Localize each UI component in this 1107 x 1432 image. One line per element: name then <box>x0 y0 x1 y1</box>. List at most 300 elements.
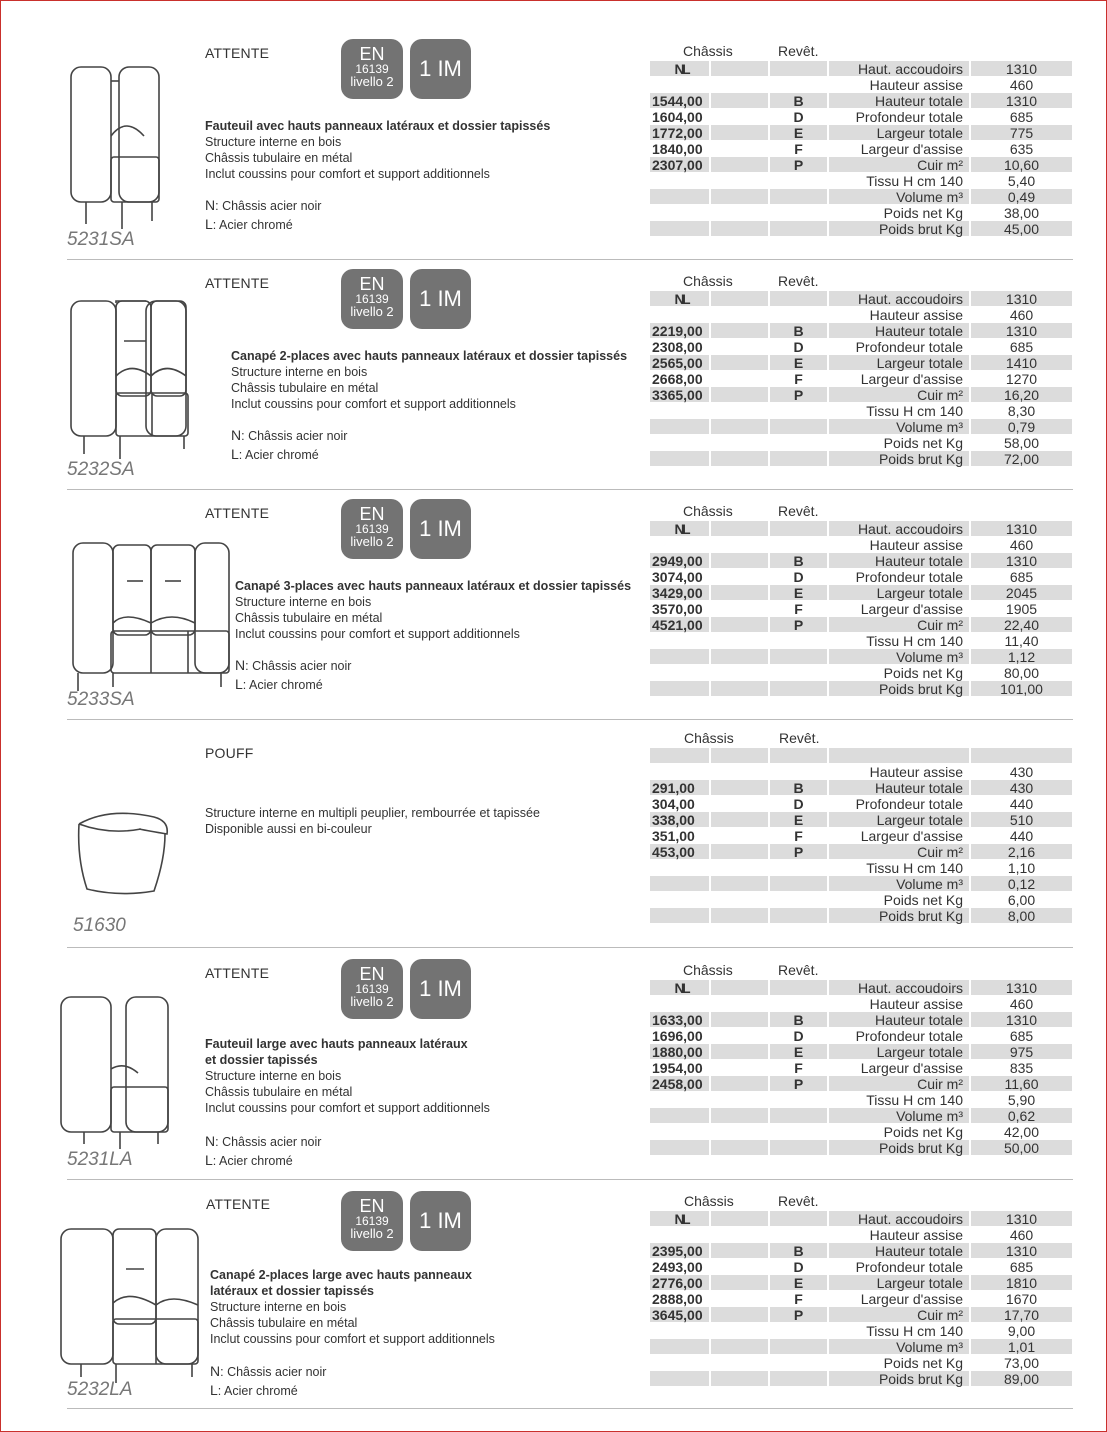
spec-label: Hauteur assise <box>869 996 963 1012</box>
table-row <box>650 697 1072 713</box>
table-cell <box>711 1012 768 1027</box>
1im-badge: 1 IM <box>410 959 471 1019</box>
spec-value: 2,16 <box>971 844 1072 859</box>
spec-value: 9,00 <box>1007 1323 1036 1339</box>
table-cell <box>770 1339 827 1354</box>
table-row <box>650 796 1072 812</box>
spec-label: Hauteur totale <box>829 323 969 338</box>
table-cell <box>770 681 827 696</box>
spec-value: 440 <box>1009 828 1034 844</box>
product-section <box>1 719 1107 949</box>
table-cell <box>650 924 709 939</box>
table-cell <box>770 764 827 779</box>
spec-value: 685 <box>1009 1028 1034 1044</box>
spec-label: Largeur totale <box>829 1044 969 1059</box>
table-cell <box>711 1108 768 1123</box>
spec-label: Hauteur totale <box>829 1243 969 1258</box>
table-row <box>650 844 1072 860</box>
spec-value: 1,01 <box>971 1339 1072 1354</box>
table-row <box>650 237 1072 253</box>
chassis-n-label: N <box>650 521 709 536</box>
en-16139-badge: EN 16139 livello 2 <box>341 269 403 329</box>
table-cell <box>711 569 768 584</box>
table-cell <box>770 748 827 763</box>
table-cell <box>770 307 827 322</box>
table-row <box>650 980 1072 996</box>
table-cell <box>770 924 827 939</box>
spec-label: Largeur d'assise <box>860 141 963 157</box>
table-cell <box>770 876 827 891</box>
spec-value: 11,40 <box>1004 633 1039 649</box>
table-cell <box>770 435 827 450</box>
revet-header: Revêt. <box>778 1193 819 1209</box>
table-row <box>650 77 1072 93</box>
table-row <box>650 467 1072 483</box>
spec-value: 1310 <box>971 521 1072 536</box>
table-row <box>650 1371 1072 1387</box>
table-cell <box>711 451 768 466</box>
spec-label: Largeur d'assise <box>860 828 963 844</box>
table-cell <box>711 221 768 236</box>
section-divider <box>67 489 1073 490</box>
table-cell <box>770 221 827 236</box>
table-row <box>650 387 1072 403</box>
spec-label: Largeur d'assise <box>860 1291 963 1307</box>
table-row <box>650 812 1072 828</box>
table-cell <box>711 892 768 907</box>
spec-label: Cuir m² <box>829 617 969 632</box>
revet-code: P <box>770 157 827 172</box>
table-cell <box>650 403 709 418</box>
table-cell <box>650 1387 709 1402</box>
spec-value: 22,40 <box>971 617 1072 632</box>
spec-table <box>650 61 1072 253</box>
table-row <box>650 173 1072 189</box>
table-cell <box>650 1339 709 1354</box>
spec-label: Cuir m² <box>829 157 969 172</box>
product-section <box>1 1183 1107 1411</box>
table-cell <box>770 1092 827 1107</box>
revet-header: Revêt. <box>778 43 819 59</box>
product-description: Fauteuil large avec hauts panneaux latéraux et dossier tapissés Structure interne en bois Châssis tubulaire en métal Inclut coussins pour comfort et support additionnels <box>205 1037 490 1115</box>
revet-code: E <box>770 125 827 140</box>
spec-value: 1310 <box>971 291 1072 306</box>
table-row <box>650 419 1072 435</box>
spec-label: Volume m³ <box>829 1339 969 1354</box>
table-cell <box>829 697 969 712</box>
price-value: 304,00 <box>652 796 695 812</box>
table-cell <box>770 860 827 875</box>
finish-legend: N: Châssis acier noir L: Acier chromé <box>231 427 348 462</box>
sofa-3-places-illustration <box>63 501 243 691</box>
product-family: ATTENTE <box>206 1196 271 1212</box>
price-value: 3570,00 <box>652 601 703 617</box>
table-cell <box>770 1124 827 1139</box>
table-cell <box>770 1371 827 1386</box>
finish-legend: N: Châssis acier noir L: Acier chromé <box>205 1133 322 1168</box>
table-cell <box>711 1387 768 1402</box>
table-row <box>650 996 1072 1012</box>
revet-code: P <box>770 1076 827 1091</box>
spec-label: Poids net Kg <box>883 665 963 681</box>
finish-legend: N: Châssis acier noir L: Acier chromé <box>235 657 352 692</box>
spec-label: Volume m³ <box>829 189 969 204</box>
chassis-header: Châssis <box>684 730 734 746</box>
en-16139-badge: EN 16139 livello 2 <box>341 959 403 1019</box>
table-cell <box>650 633 709 648</box>
table-cell <box>711 521 768 536</box>
table-cell <box>711 828 768 843</box>
table-cell <box>711 109 768 124</box>
spec-value: 8,00 <box>971 908 1072 923</box>
product-family: ATTENTE <box>205 505 270 521</box>
table-cell <box>770 205 827 220</box>
spec-label: Haut. accoudoirs <box>829 980 969 995</box>
table-cell <box>650 1227 709 1242</box>
spec-label: Poids brut Kg <box>829 681 969 696</box>
price-value: 2307,00 <box>652 157 703 173</box>
spec-value: 5,90 <box>1007 1092 1036 1108</box>
spec-value: 101,00 <box>971 681 1072 696</box>
table-cell <box>711 157 768 172</box>
table-cell <box>711 77 768 92</box>
spec-label: Hauteur totale <box>829 553 969 568</box>
price-value: 1880,00 <box>652 1044 703 1060</box>
revet-code: F <box>794 1060 803 1076</box>
table-cell <box>711 125 768 140</box>
table-row <box>650 1140 1072 1156</box>
revet-header: Revêt. <box>778 962 819 978</box>
spec-value: 89,00 <box>971 1371 1072 1386</box>
table-cell <box>711 1211 768 1226</box>
spec-table <box>650 521 1072 713</box>
table-cell <box>770 1156 827 1171</box>
table-row <box>650 681 1072 697</box>
table-row <box>650 537 1072 553</box>
table-row <box>650 1044 1072 1060</box>
table-cell <box>650 237 709 252</box>
spec-value: 6,00 <box>1007 892 1036 908</box>
table-row <box>650 1076 1072 1092</box>
table-cell <box>711 1227 768 1242</box>
table-cell <box>711 1371 768 1386</box>
table-cell <box>650 649 709 664</box>
table-cell <box>711 617 768 632</box>
chassis-header: Châssis <box>684 1193 734 1209</box>
spec-label: Hauteur assise <box>869 764 963 780</box>
spec-value: 1310 <box>971 1243 1072 1258</box>
table-row <box>650 617 1072 633</box>
price-value: 1633,00 <box>652 1012 703 1028</box>
chassis-l-label: L <box>682 291 691 307</box>
table-cell <box>711 419 768 434</box>
table-row <box>650 860 1072 876</box>
spec-table <box>650 980 1072 1172</box>
spec-value: 430 <box>1009 764 1034 780</box>
table-cell <box>711 780 768 795</box>
spec-value: 685 <box>1009 339 1034 355</box>
price-value: 1696,00 <box>652 1028 703 1044</box>
table-row <box>650 1307 1072 1323</box>
table-cell <box>711 681 768 696</box>
table-cell <box>711 844 768 859</box>
revet-code: F <box>794 371 803 387</box>
chassis-l-label: L <box>682 521 691 537</box>
table-cell <box>650 996 709 1011</box>
spec-label: Hauteur totale <box>829 1012 969 1027</box>
spec-label: Poids net Kg <box>883 435 963 451</box>
price-value: 2308,00 <box>652 339 703 355</box>
revet-code: P <box>770 1307 827 1322</box>
table-cell <box>770 467 827 482</box>
spec-value: 1310 <box>971 553 1072 568</box>
spec-label: Poids net Kg <box>883 1124 963 1140</box>
spec-value: 510 <box>971 812 1072 827</box>
table-row <box>650 403 1072 419</box>
revet-code: F <box>794 828 803 844</box>
table-cell <box>711 553 768 568</box>
spec-value: 1310 <box>971 1211 1072 1226</box>
table-cell <box>650 1156 709 1171</box>
table-row <box>650 221 1072 237</box>
spec-label: Haut. accoudoirs <box>829 61 969 76</box>
spec-label: Poids brut Kg <box>829 1371 969 1386</box>
table-row <box>650 323 1072 339</box>
price-value: 2776,00 <box>652 1275 703 1291</box>
table-row <box>650 1227 1072 1243</box>
table-cell <box>650 419 709 434</box>
table-cell <box>711 323 768 338</box>
spec-value: 1310 <box>971 93 1072 108</box>
section-divider <box>67 947 1073 948</box>
table-cell <box>829 748 969 763</box>
spec-value: 73,00 <box>1003 1355 1040 1371</box>
spec-label: Haut. accoudoirs <box>829 521 969 536</box>
product-code: 5233SA <box>67 689 135 710</box>
spec-value: 430 <box>971 780 1072 795</box>
table-cell <box>650 451 709 466</box>
table-row <box>650 1060 1072 1076</box>
table-cell <box>770 173 827 188</box>
spec-value: 8,30 <box>1007 403 1036 419</box>
section-divider <box>67 1179 1073 1180</box>
table-cell <box>711 1140 768 1155</box>
revet-code: B <box>770 780 827 795</box>
table-cell <box>711 1156 768 1171</box>
price-value: 1954,00 <box>652 1060 703 1076</box>
table-cell <box>711 601 768 616</box>
spec-value: 685 <box>1009 569 1034 585</box>
table-cell <box>770 1108 827 1123</box>
revet-code: D <box>793 1028 804 1044</box>
spec-label: Tissu H cm 140 <box>866 860 963 876</box>
spec-value: 0,79 <box>971 419 1072 434</box>
spec-value: 975 <box>971 1044 1072 1059</box>
price-value: 2395,00 <box>652 1243 703 1259</box>
product-section <box>1 951 1107 1181</box>
table-cell <box>711 1307 768 1322</box>
revet-code: E <box>770 585 827 600</box>
spec-label: Volume m³ <box>829 419 969 434</box>
spec-label: Largeur totale <box>829 585 969 600</box>
table-cell <box>650 537 709 552</box>
table-cell <box>711 1291 768 1306</box>
price-value: 291,00 <box>652 780 695 796</box>
chassis-n-label: N <box>650 980 709 995</box>
table-row <box>650 141 1072 157</box>
spec-label: Hauteur assise <box>869 77 963 93</box>
spec-label: Haut. accoudoirs <box>829 1211 969 1226</box>
table-cell <box>711 355 768 370</box>
table-cell <box>711 205 768 220</box>
table-row <box>650 553 1072 569</box>
product-code: 5232LA <box>67 1379 133 1400</box>
revet-code: B <box>770 1012 827 1027</box>
table-cell <box>650 467 709 482</box>
table-row <box>650 1012 1072 1028</box>
table-cell <box>971 237 1072 252</box>
spec-label: Poids brut Kg <box>829 1140 969 1155</box>
spec-table <box>650 1211 1072 1403</box>
table-cell <box>829 467 969 482</box>
spec-value: 1905 <box>1005 601 1038 617</box>
spec-table <box>650 291 1072 483</box>
revet-code: F <box>794 1291 803 1307</box>
price-value: 2949,00 <box>652 553 703 569</box>
table-cell <box>650 1140 709 1155</box>
product-code: 5231SA <box>67 229 135 250</box>
revet-code: P <box>770 844 827 859</box>
spec-value: 2045 <box>971 585 1072 600</box>
table-row <box>650 1275 1072 1291</box>
table-cell <box>829 237 969 252</box>
table-cell <box>650 908 709 923</box>
price-value: 3365,00 <box>652 387 703 403</box>
revet-code: F <box>794 601 803 617</box>
revet-code: E <box>770 1044 827 1059</box>
chassis-n-label: N <box>650 61 709 76</box>
table-cell <box>711 860 768 875</box>
spec-label: Poids net Kg <box>883 1355 963 1371</box>
table-cell <box>711 996 768 1011</box>
table-cell <box>770 451 827 466</box>
table-cell <box>650 892 709 907</box>
table-row <box>650 521 1072 537</box>
table-cell <box>770 291 827 306</box>
table-row <box>650 1291 1072 1307</box>
revet-code: B <box>770 553 827 568</box>
spec-label: Largeur d'assise <box>860 601 963 617</box>
table-cell <box>711 61 768 76</box>
revet-code: D <box>793 109 804 125</box>
table-cell <box>711 585 768 600</box>
price-value: 2888,00 <box>652 1291 703 1307</box>
product-description: Fauteuil avec hauts panneaux latéraux et dossier tapissés Structure interne en bois Châssis tubulaire en métal Inclut coussins pour comfort et support additionnels <box>205 119 551 181</box>
table-cell <box>770 419 827 434</box>
spec-value: 72,00 <box>971 451 1072 466</box>
table-cell <box>711 924 768 939</box>
table-row <box>650 189 1072 205</box>
table-cell <box>770 537 827 552</box>
table-cell <box>770 1140 827 1155</box>
spec-value: 685 <box>1009 1259 1034 1275</box>
table-cell <box>770 521 827 536</box>
table-cell <box>770 77 827 92</box>
table-row <box>650 1355 1072 1371</box>
1im-badge: 1 IM <box>410 499 471 559</box>
price-value: 2493,00 <box>652 1259 703 1275</box>
product-code: 51630 <box>73 915 126 936</box>
en-16139-badge: EN 16139 livello 2 <box>341 1191 403 1251</box>
chassis-header: Châssis <box>683 962 733 978</box>
table-cell <box>650 77 709 92</box>
table-cell <box>711 649 768 664</box>
spec-label: Poids brut Kg <box>829 221 969 236</box>
product-family: ATTENTE <box>205 275 270 291</box>
table-cell <box>711 1092 768 1107</box>
product-description: Structure interne en multipli peuplier, rembourrée et tapissée Disponible aussi en bi-couleur <box>205 806 540 836</box>
en-16139-badge: EN 16139 livello 2 <box>341 39 403 99</box>
chassis-header: Châssis <box>683 43 733 59</box>
table-cell <box>770 189 827 204</box>
table-cell <box>971 1156 1072 1171</box>
spec-label: Cuir m² <box>829 844 969 859</box>
spec-label: Profondeur totale <box>855 109 963 125</box>
table-cell <box>711 1076 768 1091</box>
table-cell <box>770 403 827 418</box>
spec-value: 0,12 <box>971 876 1072 891</box>
table-row <box>650 1387 1072 1403</box>
spec-value: 16,20 <box>971 387 1072 402</box>
price-value: 2668,00 <box>652 371 703 387</box>
spec-value: 50,00 <box>971 1140 1072 1155</box>
table-cell <box>971 924 1072 939</box>
table-cell <box>711 1243 768 1258</box>
table-cell <box>711 1124 768 1139</box>
table-cell <box>650 697 709 712</box>
table-row <box>650 1259 1072 1275</box>
spec-value: 10,60 <box>971 157 1072 172</box>
spec-value: 0,49 <box>971 189 1072 204</box>
spec-value: 42,00 <box>1003 1124 1040 1140</box>
table-cell <box>711 697 768 712</box>
spec-label: Largeur totale <box>829 125 969 140</box>
spec-label: Hauteur totale <box>829 780 969 795</box>
price-value: 4521,00 <box>652 617 703 633</box>
spec-value: 460 <box>1009 1227 1034 1243</box>
product-description: Canapé 2-places large avec hauts panneaux latéraux et dossier tapissés Structure interne en bois Châssis tubulaire en métal Inclut coussins pour comfort et support additionnels <box>210 1268 495 1346</box>
chassis-l-label: L <box>682 980 691 996</box>
product-section <box>1 261 1107 491</box>
table-cell <box>711 1275 768 1290</box>
table-cell <box>711 387 768 402</box>
table-cell <box>770 1227 827 1242</box>
spec-value: 1670 <box>1005 1291 1038 1307</box>
product-family: ATTENTE <box>205 45 270 61</box>
revet-header: Revêt. <box>778 503 819 519</box>
price-value: 338,00 <box>652 812 695 828</box>
table-cell <box>650 748 709 763</box>
1im-badge: 1 IM <box>410 269 471 329</box>
table-row <box>650 748 1072 764</box>
spec-value: 5,40 <box>1007 173 1036 189</box>
table-row <box>650 1243 1072 1259</box>
revet-code: D <box>793 1259 804 1275</box>
table-cell <box>650 876 709 891</box>
table-cell <box>650 665 709 680</box>
table-cell <box>711 435 768 450</box>
table-cell <box>711 371 768 386</box>
